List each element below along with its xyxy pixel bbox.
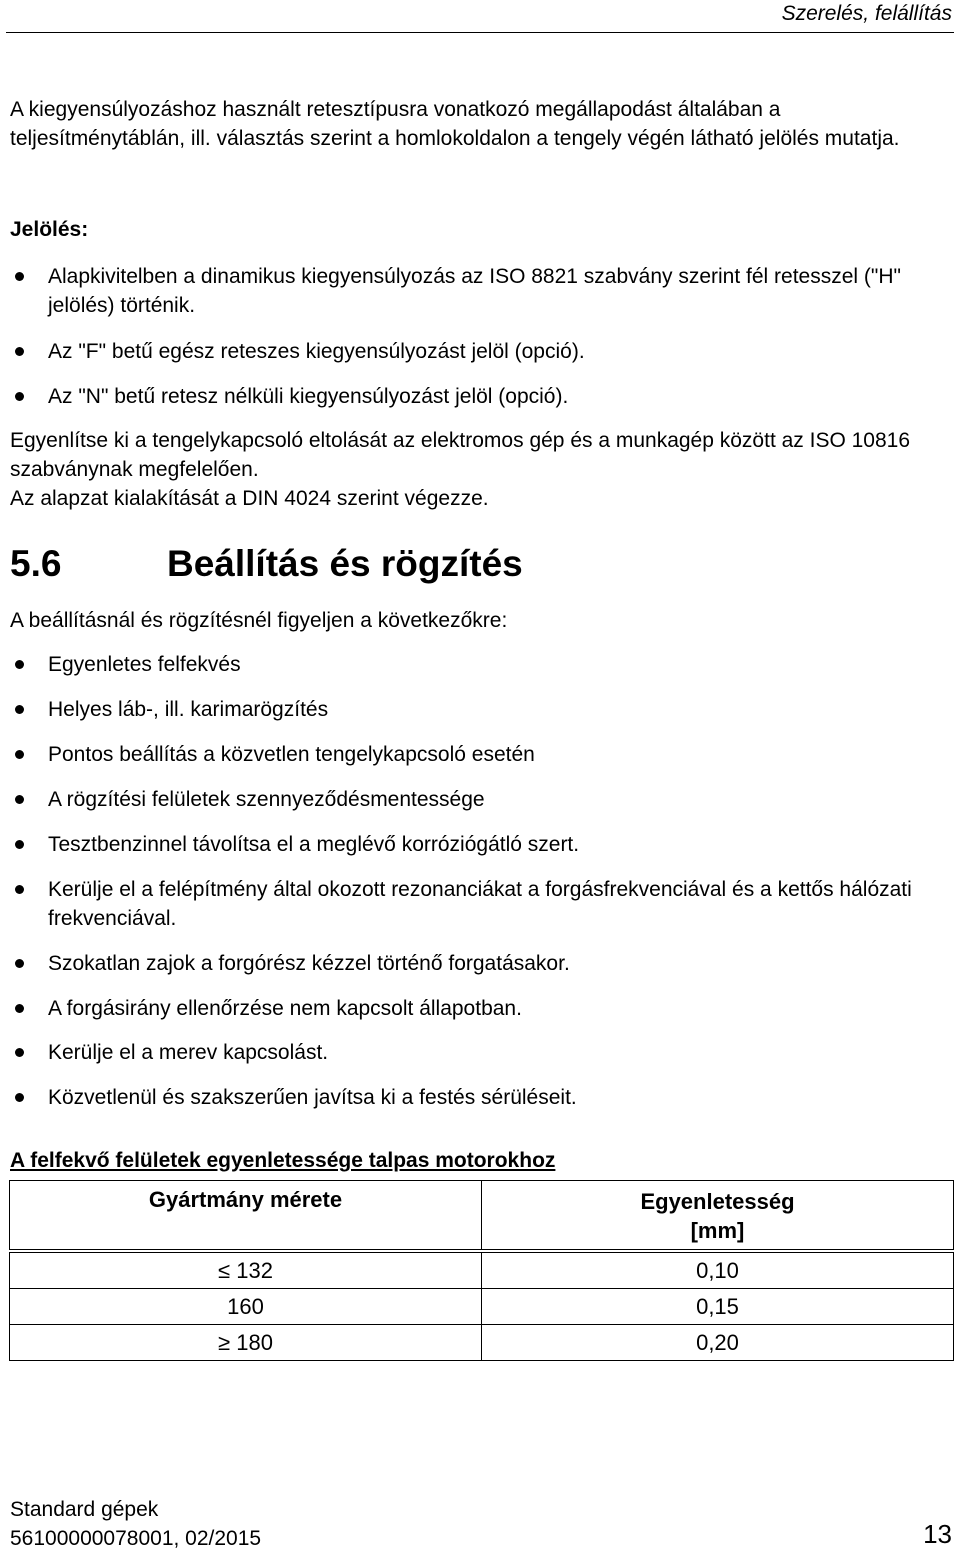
section-intro: A beállításnál és rögzítésnél figyeljen a következőkre: — [10, 609, 508, 632]
checklist-item — [10, 740, 950, 769]
bullet-icon — [15, 392, 24, 401]
checklist-item — [10, 1038, 950, 1067]
page-number: 13 — [923, 1519, 952, 1549]
footer-doc-name: Standard gépek — [10, 1498, 159, 1521]
checklist-item — [10, 1083, 950, 1112]
checklist-item-text: Kerülje el a felépítmény által okozott rezonanciákat a forgásfrekvenciával és a kettős hálózati frekvenciával. — [48, 878, 912, 930]
page-header — [0, 0, 960, 34]
checklist-item — [10, 695, 950, 724]
column-header-flatness — [482, 1181, 954, 1252]
section-number: 5.6 — [10, 543, 62, 584]
bullet-icon — [15, 272, 24, 281]
checklist-item-text: Pontos beállítás a közvetlen tengelykapcsoló esetén — [48, 743, 535, 766]
marking-item-text: Az "N" betű retesz nélküli kiegyensúlyozást jelöl (opció). — [48, 385, 569, 408]
checklist-item — [10, 949, 950, 978]
table-header-row — [10, 1181, 954, 1252]
bullet-icon — [15, 347, 24, 356]
section-title: Beállítás és rögzítés — [167, 543, 523, 584]
bullet-icon — [15, 1004, 24, 1013]
page-footer — [10, 1495, 261, 1553]
table-cell-flatness: 0,10 — [482, 1251, 954, 1289]
bullet-icon — [15, 795, 24, 804]
marking-item-text: Alapkivitelben a dinamikus kiegyensúlyozás az ISO 8821 szabvány szerint fél retesszel ("H" jelölés) történik. — [48, 265, 901, 317]
bullet-icon — [15, 705, 24, 714]
bullet-icon — [15, 959, 24, 968]
table-row — [10, 1325, 954, 1361]
checklist-item-text: A rögzítési felületek szennyeződésmentessége — [48, 788, 485, 811]
marking-item — [10, 337, 950, 366]
checklist-item-text: Kerülje el a merev kapcsolást. — [48, 1041, 329, 1064]
header-title: Szerelés, felállítás — [781, 2, 952, 25]
table-cell-size: ≤ 132 — [10, 1251, 482, 1289]
flatness-table — [9, 1180, 954, 1361]
footer-doc-id: 56100000078001, 02/2015 — [10, 1527, 262, 1550]
table-cell-flatness: 0,15 — [482, 1289, 954, 1325]
table-cell-size: 160 — [10, 1289, 482, 1325]
checklist-item — [10, 994, 950, 1023]
checklist-item — [10, 875, 950, 933]
checklist-item-text: Helyes láb-, ill. karimarögzítés — [48, 698, 329, 721]
bullet-icon — [15, 660, 24, 669]
checklist-item-text: A forgásirány ellenőrzése nem kapcsolt állapotban. — [48, 997, 522, 1020]
table-cell-flatness: 0,20 — [482, 1325, 954, 1361]
marking-item — [10, 262, 950, 320]
column-header-flatness-text: Egyenletesség [mm] — [640, 1189, 795, 1243]
bullet-icon — [15, 1093, 24, 1102]
section-heading — [10, 543, 523, 585]
table-cell-size: ≥ 180 — [10, 1325, 482, 1361]
foundation-paragraph: Az alapzat kialakítását a DIN 4024 szerint végezze. — [10, 487, 489, 510]
checklist-item — [10, 785, 950, 814]
marking-item — [10, 382, 950, 411]
header-divider — [6, 32, 954, 33]
intro-paragraph: A kiegyensúlyozáshoz használt retesztípusra vonatkozó megállapodást általában a teljesítménytáblán, ill. választás szerint a homlokoldalon a tengely végén látható jelölés mutatja. — [10, 98, 900, 150]
marking-label: Jelölés: — [10, 218, 89, 241]
table-title: A felfekvő felületek egyenletessége talpas motorokhoz — [10, 1149, 556, 1172]
bullet-icon — [15, 750, 24, 759]
checklist-item-text: Szokatlan zajok a forgórész kézzel történő forgatásakor. — [48, 952, 570, 975]
alignment-paragraph: Egyenlítse ki a tengelykapcsoló eltolását az elektromos gép és a munkagép között az ISO 10816 szabványnak megfelelően. — [10, 429, 911, 481]
table-row — [10, 1251, 954, 1289]
table-row — [10, 1289, 954, 1325]
checklist-item-text: Közvetlenül és szakszerűen javítsa ki a festés sérüléseit. — [48, 1086, 577, 1109]
column-header-size: Gyártmány mérete — [10, 1181, 482, 1252]
checklist-item — [10, 650, 950, 679]
bullet-icon — [15, 1048, 24, 1057]
bullet-icon — [15, 840, 24, 849]
checklist-item — [10, 830, 950, 859]
checklist-item-text: Egyenletes felfekvés — [48, 653, 241, 676]
marking-item-text: Az "F" betű egész reteszes kiegyensúlyozást jelöl (opció). — [48, 340, 585, 363]
bullet-icon — [15, 885, 24, 894]
checklist-item-text: Tesztbenzinnel távolítsa el a meglévő korróziógátló szert. — [48, 833, 580, 856]
